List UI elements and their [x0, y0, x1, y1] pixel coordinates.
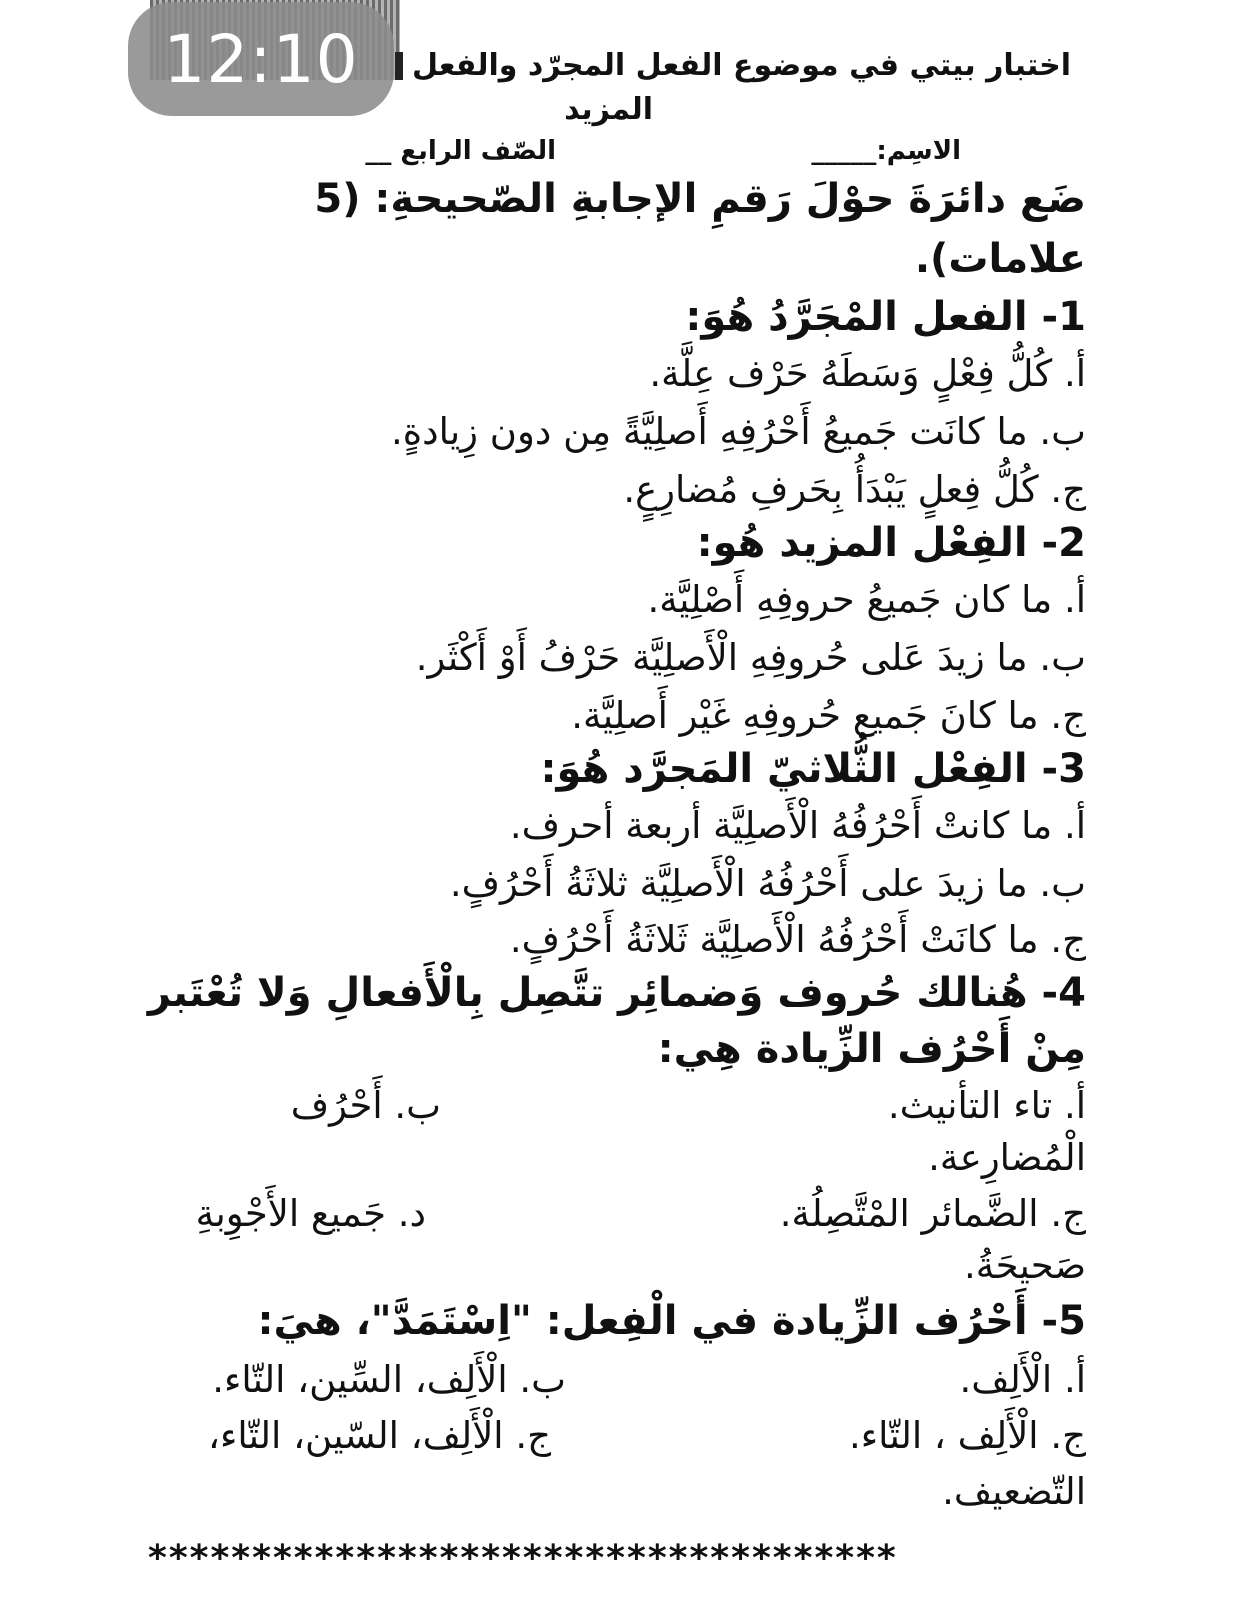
q3-option-c[interactable]: ج. ما كانَتْ أَحْرُفُهُ الْأَصلِيَّة ثَلاثَةُ أَحْرُفٍ.: [509, 918, 1086, 961]
q5-option-c[interactable]: ج. الْأَلِف ، التّاء.: [849, 1414, 1086, 1457]
q4-option-d[interactable]: د. جَميع الأَجْوِبةِ: [195, 1192, 426, 1235]
q3-option-b[interactable]: ب. ما زيدَ على أَحْرُفُهُ الْأَصلِيَّة ثلاثَةُ أَحْرُفٍ.: [449, 862, 1086, 905]
q4-option-a[interactable]: أ. تاء التأنيث.: [887, 1084, 1086, 1127]
question-2-stem: 2- الفِعْل المزيد هُو:: [696, 520, 1086, 566]
q1-option-c[interactable]: ج. كُلُّ فِعلٍ يَبْدَأُ بِحَرفِ مُضارِعٍ.: [623, 468, 1086, 511]
question-4-stem-line2: مِنْ أَحْرُف الزِّيادة هِي:: [657, 1026, 1086, 1072]
clock-time: 12:10: [163, 20, 359, 98]
q4-option-d-cont: صَحيحَةُ.: [964, 1244, 1086, 1287]
q2-option-c[interactable]: ج. ما كانَ جَميع حُروفِهِ غَيْر أَصلِيَّة.: [571, 694, 1086, 737]
q4-option-b[interactable]: ب. أَحْرُف: [290, 1084, 441, 1127]
q3-option-a[interactable]: أ. ما كانتْ أَحْرُفُهُ الْأَصلِيَّة أربعة أحرف.: [509, 804, 1086, 847]
question-3-stem: 3- الفِعْل الثُّلاثيّ المَجرَّد هُوَ:: [540, 746, 1086, 792]
question-1-stem: 1- الفعل المْجَرَّدُ هُوَ:: [685, 294, 1086, 340]
q5-option-d[interactable]: ج. الْأَلِف، السّين، التّاء،: [208, 1414, 551, 1457]
status-clock: [128, 2, 394, 116]
q5-option-a[interactable]: أ. الْأَلِف.: [959, 1358, 1086, 1401]
q5-option-d-cont: التّضعيف.: [942, 1470, 1086, 1513]
question-4-stem-line1: 4- هُنالك حُروف وَضمائِر تتَّصِل بِالْأَفعالِ وَلا تُعْتَبر: [147, 970, 1086, 1016]
test-title-line2: المزيد: [564, 92, 653, 127]
test-title-line1: اختبار بيتي في موضوع الفعل المجرّد والفعل: [411, 48, 1071, 83]
q5-option-b[interactable]: ب. الْأَلِف، السِّين، التّاء.: [212, 1358, 566, 1401]
separator-stars: ************************************: [148, 1538, 898, 1579]
q1-option-a[interactable]: أ. كُلُّ فِعْلٍ وَسَطَهُ حَرْف عِلَّة.: [649, 352, 1086, 395]
q4-option-c[interactable]: ج. الضَّمائر المْتَّصِلُة.: [779, 1192, 1086, 1235]
q2-option-b[interactable]: ب. ما زيدَ عَلى حُروفِهِ الْأَصلِيَّة حَرْفُ أَوْ أَكْثَر.: [415, 636, 1086, 679]
q1-option-b[interactable]: ب. ما كانَت جَميعُ أَحْرُفِهِ أَصلِيَّةً مِن دون زِيادةٍ.: [390, 410, 1086, 453]
question-5-stem: 5- أَحْرُف الزِّيادة في الْفِعل: "اِسْتَمَدَّ"، هيَ:: [257, 1298, 1086, 1344]
q2-option-a[interactable]: أ. ما كان جَميعُ حروفِهِ أَصْلِيَّة.: [647, 578, 1086, 621]
logo-edge-mark: [395, 52, 403, 80]
q4-option-b-cont: الْمُضارِعة.: [928, 1136, 1086, 1179]
instruction-line2: علامات).: [914, 236, 1086, 282]
instruction-line1: ضَع دائرَةَ حوْلَ رَقمِ الإجابةِ الصّحيحةِ: (5: [314, 176, 1086, 222]
student-name-field: الاسِم:_____: [811, 136, 961, 166]
grade-label: الصّف الرابع __: [365, 136, 556, 166]
